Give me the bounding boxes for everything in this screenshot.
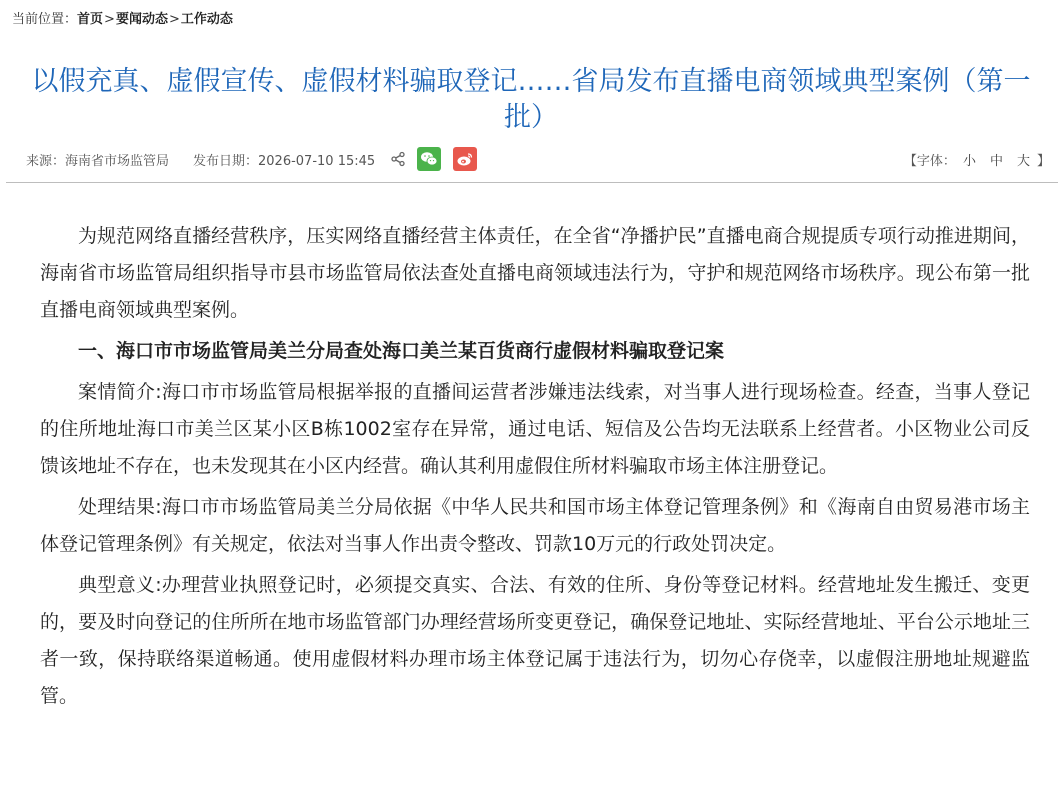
breadcrumb-work-news[interactable]: 工作动态 [180,12,233,27]
font-size-close: 】 [1036,153,1050,169]
share-icon[interactable] [389,150,407,168]
case-heading: 一、海口市市场监管局美兰分局查处海口美兰某百货商行虚假材料骗取登记案 [78,340,725,362]
article-source: 来源：海南省市场监管局 [26,153,170,169]
font-size-selector [904,150,1050,169]
breadcrumb-separator: > [168,12,180,27]
case-significance-paragraph: 典型意义:办理营业执照登记时，必须提交真实、合法、有效的住所、身份等登记材料。经营地址发生搬迁、变更的，要及时向登记的住所所在地市场监管部门办理经营场所变更登记，确保登记地址、实际经营地址、平台公示地址三者一致，保持联络渠道畅通。使用虚假材料办理市场主体登记属于违法行为，切勿心存侥幸，以虚假注册地址规避监管。 [40,574,1030,707]
font-size-small-link[interactable]: 小 [962,153,976,169]
case-result-paragraph: 处理结果:海口市市场监管局美兰分局依据《中华人民共和国市场主体登记管理条例》和《海南自由贸易港市场主体登记管理条例》有关规定，依法对当事人作出责令整改、罚款10万元的行政处罚决定。 [40,496,1030,555]
wechat-icon[interactable] [417,147,441,171]
case-summary-paragraph: 案情简介:海口市市场监管局根据举报的直播间运营者涉嫌违法线索，对当事人进行现场检查。经查，当事人登记的住所地址海口市美兰区某小区B栋1002室存在异常，通过电话、短信及公告均无法联系上经营者。小区物业公司反馈该地址不存在，也未发现其在小区内经营。确认其利用虚假住所材料骗取市场主体注册登记。 [40,381,1030,477]
font-size-label: 【字体： [903,153,956,169]
article-meta [26,146,1050,172]
article-date: 发布日期：2026-07-10 15:45 [193,153,376,169]
breadcrumb-separator: > [104,12,115,27]
article-title: 以假充真、虚假宣传、虚假材料骗取登记……省局发布直播电商领域典型案例（第一批） [31,66,1031,133]
breadcrumb-home[interactable]: 首页 [77,12,104,27]
article-body [40,218,1030,719]
weibo-icon[interactable] [453,147,477,171]
header-divider [6,182,1058,183]
breadcrumb-news[interactable]: 要闻动态 [115,12,168,27]
font-size-medium-link[interactable]: 中 [989,153,1003,169]
font-size-large-link[interactable]: 大 [1016,153,1030,169]
intro-paragraph: 为规范网络直播经营秩序，压实网络直播经营主体责任，在全省“净播护民”直播电商合规提质专项行动推进期间，海南省市场监管局组织指导市县市场监管局依法查处直播电商领域违法行为，守护和规范网络市场秩序。现公布第一批直播电商领域典型案例。 [40,225,1030,321]
breadcrumb-prefix: 当前位置： [12,12,78,27]
breadcrumb [12,8,233,27]
